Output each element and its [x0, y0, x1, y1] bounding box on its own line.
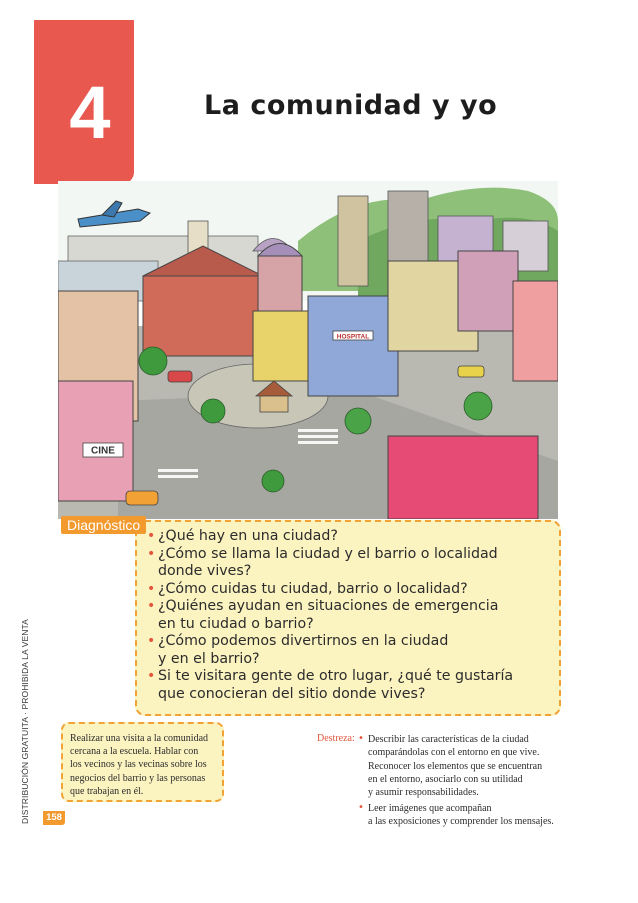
- chapter-number: 4: [69, 71, 111, 154]
- diagnostico-box: [135, 520, 561, 716]
- chapter-title: La comunidad y yo: [204, 90, 498, 121]
- hospital-building: [308, 296, 398, 396]
- bullet-icon: •: [147, 528, 156, 544]
- bullet-icon: •: [147, 545, 156, 562]
- bullet-icon: •: [147, 598, 156, 614]
- cine-sign: CINE: [91, 445, 115, 457]
- page-number: 158: [43, 811, 65, 825]
- city-illustration: [58, 181, 558, 519]
- bullet-icon: •: [147, 633, 156, 649]
- activity-box: Realizar una visita a la comunidad cercana a la escuela. Hablar con los vecinos y las vecinas sobre los negocios del barrio y las personas que trabajan en él.: [61, 722, 224, 802]
- destreza-item-1: • Describir las características de la ciudad comparándolas con el entorno en que vive. Reconocer los elementos que se encuentran en el entorno, asociarlo con su utilidad y asumir responsabilidades.: [358, 733, 543, 799]
- question-2: • ¿Cómo se llama la ciudad y el barrio o localidad donde vives?: [147, 545, 498, 579]
- hospital-sign: HOSPITAL: [336, 333, 370, 341]
- question-3: • ¿Cómo cuidas tu ciudad, barrio o localidad?: [147, 580, 468, 597]
- bullet-icon: •: [147, 580, 156, 597]
- distribution-notice: DISTRIBUCIÓN GRATUITA · PROHIBIDA LA VENTA: [20, 619, 30, 824]
- bullet-icon: •: [358, 733, 364, 744]
- cinema-building: [58, 381, 133, 501]
- question-4: • ¿Quiénes ayudan en situaciones de emergencia en tu ciudad o barrio?: [147, 598, 499, 632]
- diagnostico-label: Diagnóstico: [61, 516, 146, 534]
- destreza-item-2: • Leer imágenes que acompañan a las exposiciones y comprender los mensajes.: [358, 802, 554, 828]
- bullet-icon: •: [358, 802, 364, 813]
- question-1: • ¿Qué hay en una ciudad?: [147, 528, 338, 544]
- bullet-icon: •: [147, 668, 156, 684]
- question-5: • ¿Cómo podemos divertirnos en la ciudad y en el barrio?: [147, 633, 449, 667]
- destreza-label: Destreza:: [317, 733, 355, 744]
- question-6: • Si te visitara gente de otro lugar, ¿qué te gustaría que conocieran del sitio donde vives?: [147, 668, 514, 702]
